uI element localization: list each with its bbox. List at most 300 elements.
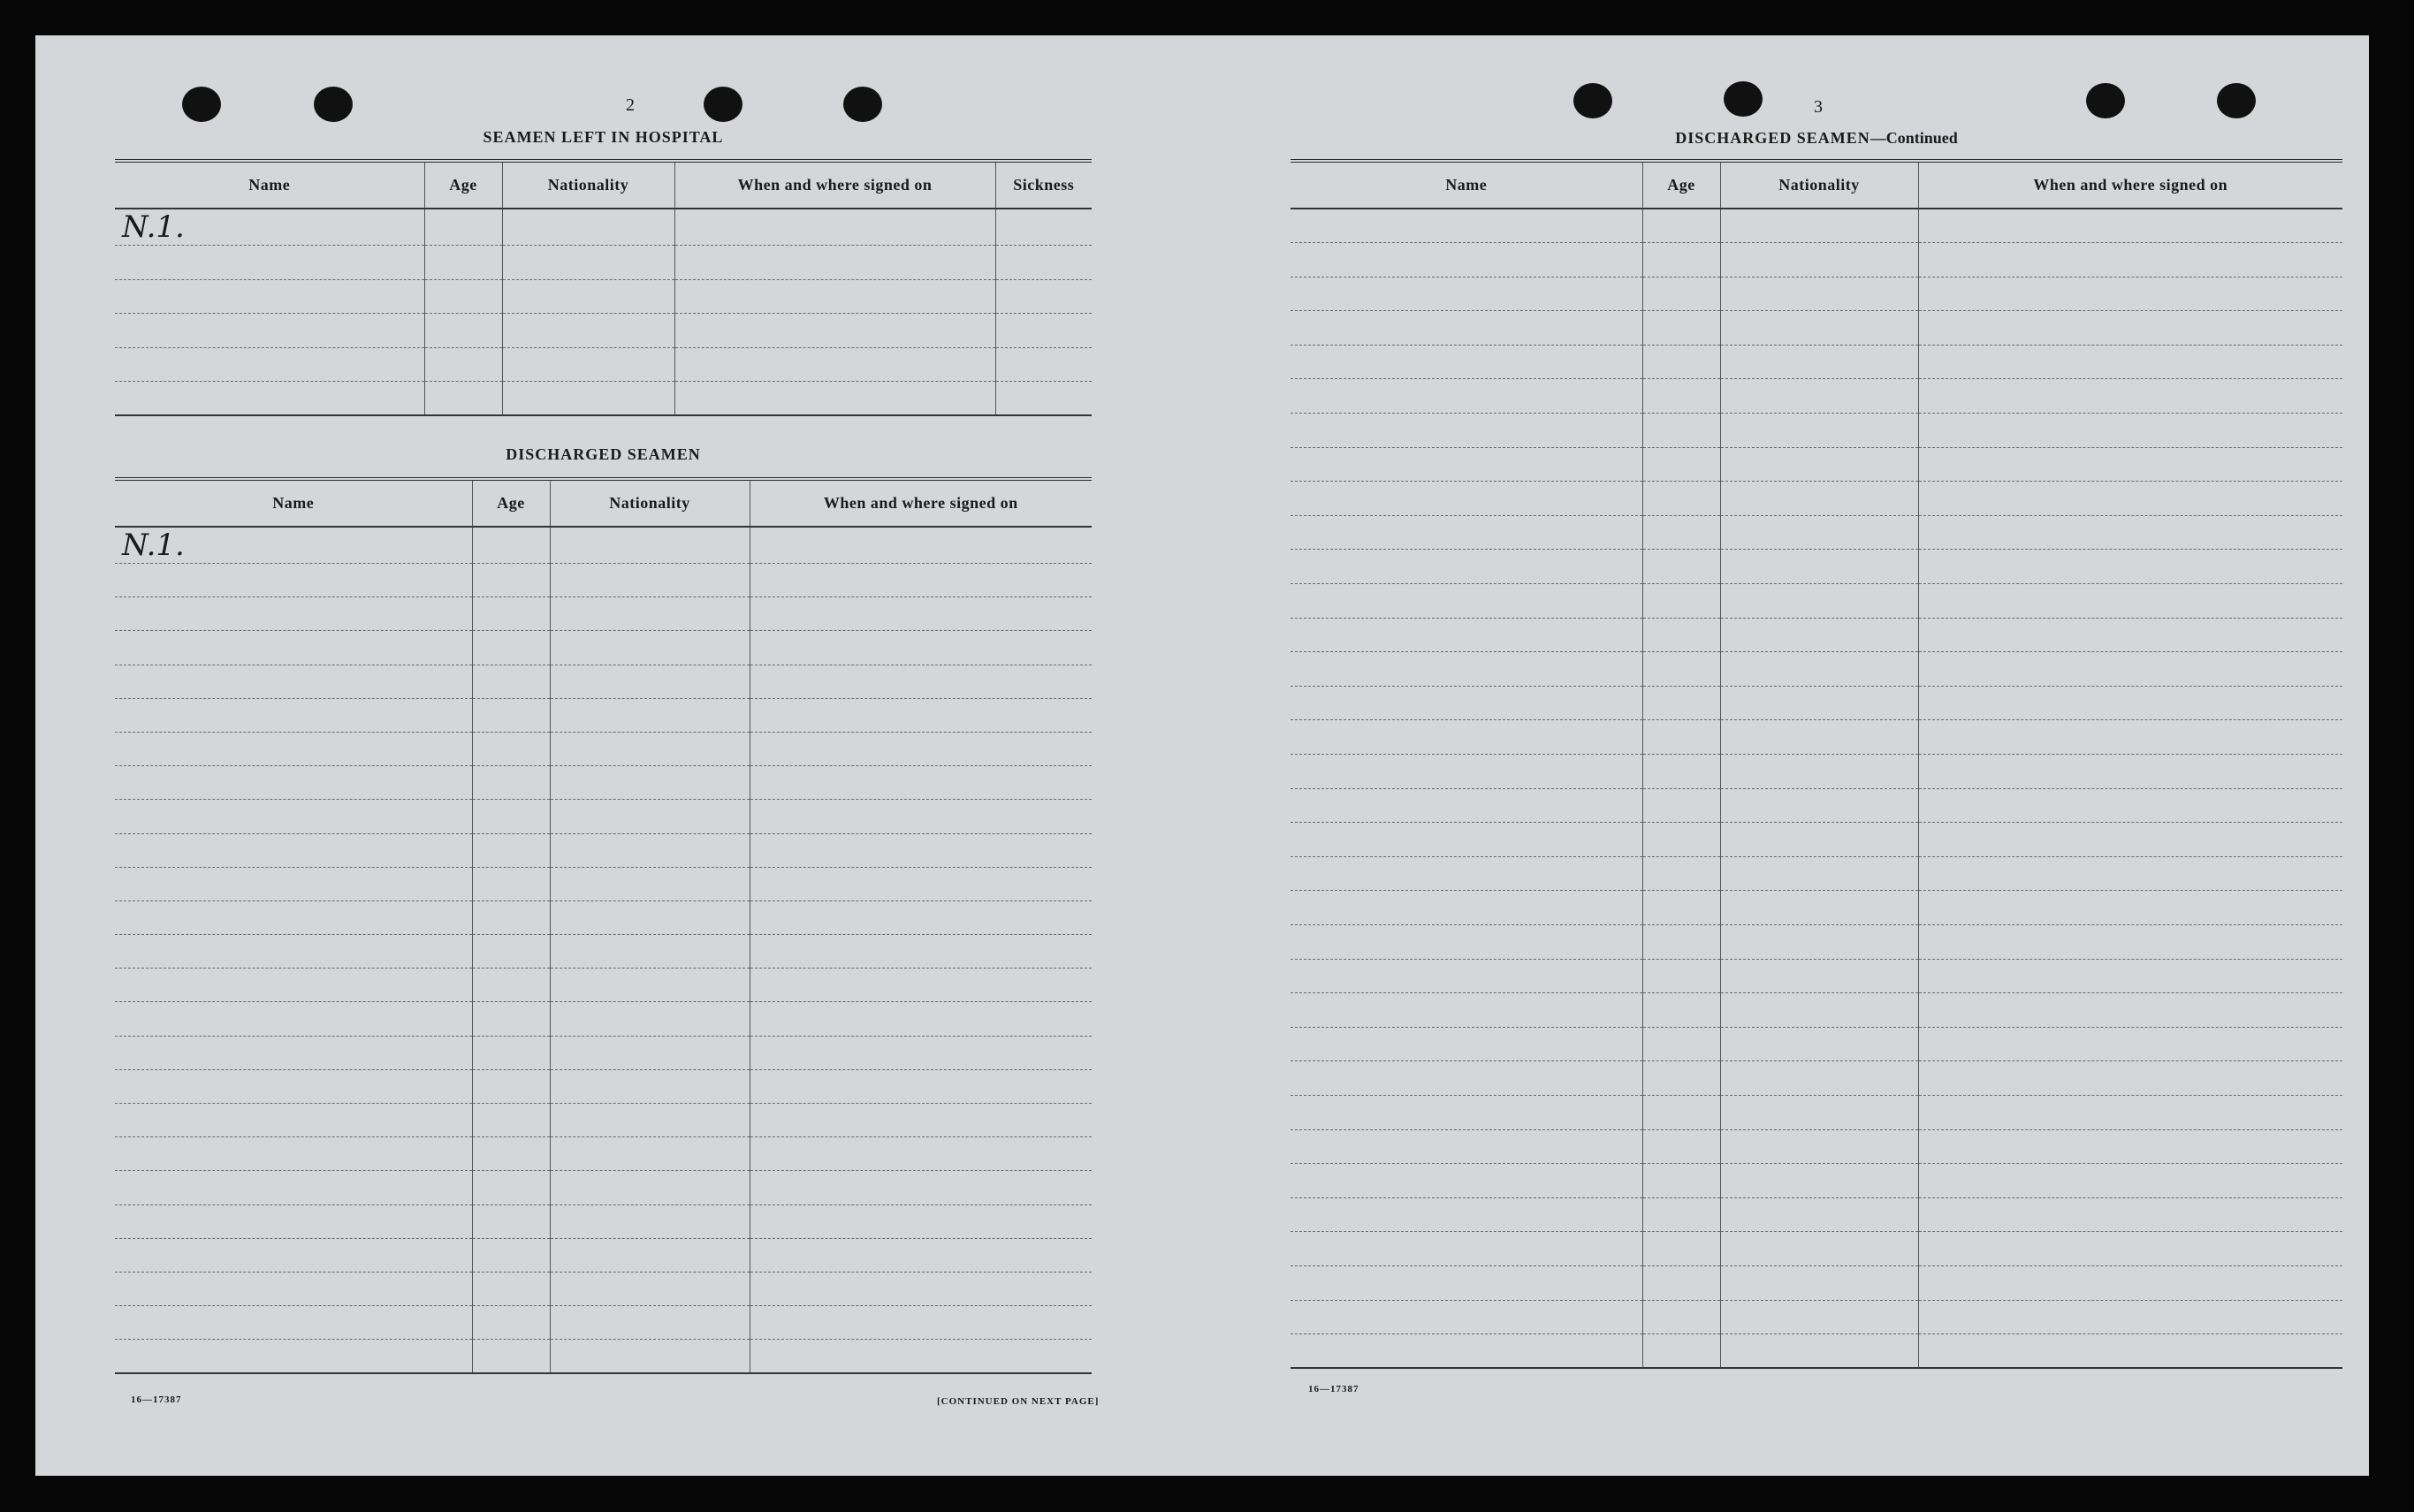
table-row [1291, 959, 2342, 993]
cell-age [1642, 550, 1720, 584]
table-row [1291, 1334, 2342, 1369]
cell-name [1291, 755, 1642, 789]
cell-age [1642, 447, 1720, 482]
cell-nationality [1720, 414, 1918, 448]
cell-age [472, 1340, 550, 1373]
table-row [115, 698, 1092, 732]
cell-age [1642, 959, 1720, 993]
cell-name [1291, 618, 1642, 652]
cell-name [115, 1171, 472, 1204]
cell-when-and-where-signed-on [750, 1002, 1092, 1036]
cell-age [472, 1104, 550, 1137]
table-row [1291, 1095, 2342, 1129]
cell-age [472, 900, 550, 934]
table-row [1291, 584, 2342, 619]
cell-name [115, 1137, 472, 1171]
cell-when-and-where-signed-on [750, 1171, 1092, 1204]
cell-name [1291, 993, 1642, 1028]
cell-name [1291, 686, 1642, 720]
table-row [1291, 788, 2342, 823]
table-row [115, 246, 1092, 280]
cell-name [115, 246, 424, 280]
table-row [1291, 550, 2342, 584]
cell-nationality [550, 1002, 750, 1036]
cell-name [115, 1104, 472, 1137]
table-row [1291, 891, 2342, 925]
cell-nationality [1720, 1265, 1918, 1300]
cell-sickness [995, 246, 1092, 280]
cell-nationality [502, 347, 674, 382]
table-row [115, 564, 1092, 597]
cell-nationality [550, 665, 750, 698]
cell-age [1642, 1197, 1720, 1232]
cell-nationality [550, 564, 750, 597]
cell-when-and-where-signed-on [674, 382, 995, 416]
cell-nationality [550, 698, 750, 732]
cell-when-and-where-signed-on [1918, 720, 2342, 755]
cell-name [115, 1238, 472, 1272]
cell-when-and-where-signed-on [1918, 823, 2342, 857]
table-row [115, 732, 1092, 765]
cell-when-and-where-signed-on [1918, 550, 2342, 584]
cell-sickness [995, 347, 1092, 382]
table-row [115, 1104, 1092, 1137]
cell-age [1642, 277, 1720, 311]
table-row [115, 867, 1092, 900]
cell-when-and-where-signed-on [674, 314, 995, 348]
table-row [115, 1272, 1092, 1305]
table-row [1291, 1197, 2342, 1232]
column-header-nationality: Nationality [1720, 161, 1918, 209]
punch-hole [843, 87, 882, 122]
cell-when-and-where-signed-on [1918, 311, 2342, 346]
cell-when-and-where-signed-on [750, 1340, 1092, 1373]
table-row [115, 766, 1092, 800]
cell-when-and-where-signed-on [750, 631, 1092, 665]
cell-when-and-where-signed-on [750, 935, 1092, 969]
cell-when-and-where-signed-on [1918, 515, 2342, 550]
cell-name [1291, 959, 1642, 993]
cell-age [472, 564, 550, 597]
cell-when-and-where-signed-on [1918, 959, 2342, 993]
cell-sickness [995, 382, 1092, 416]
cell-nationality [1720, 686, 1918, 720]
table-row [1291, 243, 2342, 277]
cell-age [1642, 618, 1720, 652]
cell-name [1291, 1300, 1642, 1334]
hospital-section-title: SEAMEN LEFT IN HOSPITAL [483, 128, 724, 146]
form-code-left: 16—17387 [131, 1394, 182, 1405]
cell-when-and-where-signed-on [750, 564, 1092, 597]
cell-age [424, 279, 502, 314]
cell-nationality [1720, 823, 1918, 857]
cell-when-and-where-signed-on [1918, 414, 2342, 448]
cell-nationality [550, 1272, 750, 1305]
cell-age [1642, 1164, 1720, 1198]
cell-when-and-where-signed-on [1918, 379, 2342, 414]
cell-nationality [550, 867, 750, 900]
cell-nationality [1720, 856, 1918, 891]
cell-name [1291, 856, 1642, 891]
cell-nationality [1720, 311, 1918, 346]
cell-nationality [1720, 447, 1918, 482]
column-header-when-and-where-signed-on: When and where signed on [1918, 161, 2342, 209]
cell-age [424, 209, 502, 246]
cell-nationality [502, 382, 674, 416]
cell-when-and-where-signed-on [1918, 447, 2342, 482]
cell-sickness [995, 314, 1092, 348]
cell-name [115, 833, 472, 867]
cell-nationality [1720, 379, 1918, 414]
table-row [1291, 652, 2342, 687]
table-row [1291, 379, 2342, 414]
cell-name [115, 1272, 472, 1305]
cell-when-and-where-signed-on [674, 347, 995, 382]
cell-name [115, 867, 472, 900]
cell-nationality [550, 969, 750, 1002]
continued-discharged-table [1291, 159, 2342, 1369]
cell-when-and-where-signed-on [750, 969, 1092, 1002]
cell-name [1291, 1129, 1642, 1164]
cell-age [472, 1137, 550, 1171]
cell-nationality [550, 900, 750, 934]
cell-age [472, 969, 550, 1002]
cell-name [1291, 209, 1642, 243]
cell-nationality [1720, 1232, 1918, 1266]
cell-nationality [1720, 788, 1918, 823]
table-row [115, 665, 1092, 698]
cell-nationality [1720, 618, 1918, 652]
cell-nationality [550, 1104, 750, 1137]
cell-name [115, 1036, 472, 1069]
cell-name [115, 564, 472, 597]
cell-name [115, 969, 472, 1002]
punch-hole [704, 87, 742, 122]
cell-name [1291, 720, 1642, 755]
column-header-name: Name [115, 479, 472, 527]
cell-nationality [502, 246, 674, 280]
cell-age [1642, 1027, 1720, 1061]
cell-name [1291, 482, 1642, 516]
cell-nationality [550, 597, 750, 631]
table-row [1291, 515, 2342, 550]
cell-age [472, 1204, 550, 1238]
cell-age [1642, 720, 1720, 755]
cell-name [115, 279, 424, 314]
cell-when-and-where-signed-on [1918, 1232, 2342, 1266]
continued-note: [CONTINUED ON NEXT PAGE] [937, 1396, 1100, 1407]
cell-when-and-where-signed-on [1918, 1061, 2342, 1096]
cell-age [1642, 584, 1720, 619]
cell-age [1642, 993, 1720, 1028]
cell-when-and-where-signed-on [1918, 277, 2342, 311]
cell-name [1291, 1334, 1642, 1369]
punch-hole [1573, 83, 1612, 118]
cell-when-and-where-signed-on [750, 867, 1092, 900]
cell-when-and-where-signed-on [1918, 1164, 2342, 1198]
cell-age [1642, 311, 1720, 346]
cell-nationality [1720, 720, 1918, 755]
cell-name [1291, 823, 1642, 857]
cell-age [1642, 1334, 1720, 1369]
cell-sickness [995, 279, 1092, 314]
cell-when-and-where-signed-on [674, 279, 995, 314]
cell-when-and-where-signed-on [1918, 856, 2342, 891]
cell-when-and-where-signed-on [1918, 686, 2342, 720]
cell-nationality [550, 1036, 750, 1069]
cell-name [1291, 652, 1642, 687]
cell-age [472, 597, 550, 631]
table-row [115, 279, 1092, 314]
cell-age [1642, 823, 1720, 857]
cell-name [115, 1340, 472, 1373]
cell-name [115, 800, 472, 833]
cell-age [1642, 1129, 1720, 1164]
cell-name [1291, 1232, 1642, 1266]
table-row [115, 1002, 1092, 1036]
cell-when-and-where-signed-on [750, 800, 1092, 833]
cell-name [115, 314, 424, 348]
table-row [1291, 1164, 2342, 1198]
cell-age [472, 1272, 550, 1305]
table-row [1291, 447, 2342, 482]
cell-name [1291, 1061, 1642, 1096]
cell-name [115, 1204, 472, 1238]
form-code-right: 16—17387 [1308, 1384, 1359, 1394]
cell-name [1291, 584, 1642, 619]
cell-age [424, 347, 502, 382]
cell-age [1642, 686, 1720, 720]
cell-age [424, 382, 502, 416]
cell-nationality [550, 766, 750, 800]
cell-when-and-where-signed-on [1918, 618, 2342, 652]
cell-age [472, 1002, 550, 1036]
cell-nationality [550, 1204, 750, 1238]
table-row [115, 1204, 1092, 1238]
cell-nationality [1720, 209, 1918, 243]
table-row [1291, 209, 2342, 243]
cell-nationality [1720, 891, 1918, 925]
table-row [115, 631, 1092, 665]
cell-age [1642, 924, 1720, 959]
page-number-right: 3 [1814, 97, 1823, 117]
cell-name [1291, 345, 1642, 379]
cell-name [1291, 1027, 1642, 1061]
cell-when-and-where-signed-on [750, 665, 1092, 698]
table-row [1291, 755, 2342, 789]
table-row [1291, 414, 2342, 448]
cell-age [1642, 1300, 1720, 1334]
cell-when-and-where-signed-on [1918, 1197, 2342, 1232]
cell-nationality [1720, 1027, 1918, 1061]
discharged-table [115, 477, 1092, 1374]
cell-nationality [1720, 1164, 1918, 1198]
cell-when-and-where-signed-on [1918, 891, 2342, 925]
cell-age [1642, 379, 1720, 414]
table-row [115, 314, 1092, 348]
cell-when-and-where-signed-on [1918, 243, 2342, 277]
cell-when-and-where-signed-on [1918, 924, 2342, 959]
cell-age [472, 1171, 550, 1204]
cell-nationality [1720, 924, 1918, 959]
cell-name [115, 631, 472, 665]
table-row [1291, 618, 2342, 652]
continued-section-title [1291, 129, 2342, 148]
table-row [1291, 1129, 2342, 1164]
cell-nationality [1720, 1129, 1918, 1164]
cell-nationality [1720, 1095, 1918, 1129]
cell-when-and-where-signed-on [674, 209, 995, 246]
cell-when-and-where-signed-on [674, 246, 995, 280]
cell-when-and-where-signed-on [750, 698, 1092, 732]
table-row [1291, 1265, 2342, 1300]
cell-when-and-where-signed-on [1918, 1027, 2342, 1061]
table-row [1291, 823, 2342, 857]
column-header-when-and-where-signed-on: When and where signed on [750, 479, 1092, 527]
cell-nationality [1720, 277, 1918, 311]
cell-age [1642, 1265, 1720, 1300]
cell-age [1642, 788, 1720, 823]
column-header-age: Age [472, 479, 550, 527]
cell-name [1291, 447, 1642, 482]
column-header-nationality: Nationality [502, 161, 674, 209]
punch-hole [2217, 83, 2256, 118]
cell-nationality [1720, 584, 1918, 619]
cell-nationality [1720, 959, 1918, 993]
cell-name [115, 732, 472, 765]
cell-name [1291, 515, 1642, 550]
cell-age [472, 698, 550, 732]
punch-hole [2086, 83, 2125, 118]
cell-when-and-where-signed-on [1918, 482, 2342, 516]
cell-name: N.1. [115, 209, 424, 246]
cell-name [1291, 277, 1642, 311]
cell-when-and-where-signed-on [1918, 1129, 2342, 1164]
cell-age [1642, 891, 1720, 925]
cell-when-and-where-signed-on [1918, 652, 2342, 687]
continued-section-title-main: DISCHARGED SEAMEN [1675, 129, 1870, 147]
cell-age [1642, 1232, 1720, 1266]
cell-name [115, 698, 472, 732]
cell-when-and-where-signed-on [750, 833, 1092, 867]
cell-name [1291, 1265, 1642, 1300]
table-row [115, 1069, 1092, 1103]
table-row [115, 800, 1092, 833]
cell-nationality [1720, 652, 1918, 687]
cell-nationality [1720, 1197, 1918, 1232]
document-sheet [35, 35, 2369, 1476]
cell-when-and-where-signed-on [750, 766, 1092, 800]
table-row [1291, 686, 2342, 720]
cell-name [115, 1002, 472, 1036]
table-row [115, 1306, 1092, 1340]
cell-nationality [550, 1171, 750, 1204]
cell-age [472, 833, 550, 867]
table-row [115, 527, 1092, 564]
column-header-name: Name [115, 161, 424, 209]
cell-when-and-where-signed-on [1918, 1265, 2342, 1300]
cell-when-and-where-signed-on [1918, 1300, 2342, 1334]
cell-age [1642, 515, 1720, 550]
table-row [115, 209, 1092, 246]
table-row [1291, 1061, 2342, 1096]
cell-age [472, 1036, 550, 1069]
column-header-sickness: Sickness [995, 161, 1092, 209]
cell-name [115, 665, 472, 698]
cell-nationality [1720, 550, 1918, 584]
cell-when-and-where-signed-on [750, 1272, 1092, 1305]
cell-when-and-where-signed-on [750, 1204, 1092, 1238]
table-row [1291, 856, 2342, 891]
cell-when-and-where-signed-on [750, 1069, 1092, 1103]
cell-nationality [1720, 1300, 1918, 1334]
table-row [1291, 311, 2342, 346]
hospital-table [115, 159, 1092, 416]
cell-age [424, 314, 502, 348]
cell-name [1291, 1095, 1642, 1129]
cell-age [472, 1306, 550, 1340]
cell-age [1642, 209, 1720, 243]
punch-hole [182, 87, 221, 122]
cell-nationality [1720, 243, 1918, 277]
table-row [1291, 482, 2342, 516]
table-row [1291, 1300, 2342, 1334]
table-row [115, 969, 1092, 1002]
cell-age [1642, 1095, 1720, 1129]
cell-name [115, 1069, 472, 1103]
cell-name [1291, 311, 1642, 346]
cell-age [1642, 755, 1720, 789]
cell-age [1642, 482, 1720, 516]
cell-name [1291, 788, 1642, 823]
cell-name: N.1. [115, 527, 472, 564]
punch-hole [314, 87, 353, 122]
table-row [115, 1340, 1092, 1373]
table-row [115, 347, 1092, 382]
cell-nationality [502, 209, 674, 246]
cell-nationality [1720, 993, 1918, 1028]
table-row [115, 597, 1092, 631]
cell-name [1291, 243, 1642, 277]
cell-age [472, 1238, 550, 1272]
cell-nationality [550, 935, 750, 969]
cell-name [115, 1306, 472, 1340]
cell-nationality [1720, 1334, 1918, 1369]
column-header-when-and-where-signed-on: When and where signed on [674, 161, 995, 209]
cell-nationality [502, 279, 674, 314]
table-row [1291, 1027, 2342, 1061]
table-row [1291, 345, 2342, 379]
cell-when-and-where-signed-on [1918, 993, 2342, 1028]
table-row [1291, 993, 2342, 1028]
cell-when-and-where-signed-on [750, 1104, 1092, 1137]
table-row [115, 1171, 1092, 1204]
table-row [115, 935, 1092, 969]
cell-nationality [550, 1306, 750, 1340]
cell-when-and-where-signed-on [1918, 755, 2342, 789]
cell-nationality [550, 631, 750, 665]
cell-when-and-where-signed-on [1918, 345, 2342, 379]
cell-name [115, 347, 424, 382]
cell-age [472, 935, 550, 969]
cell-name [115, 766, 472, 800]
cell-name [115, 900, 472, 934]
table-row [1291, 720, 2342, 755]
cell-when-and-where-signed-on [1918, 1095, 2342, 1129]
cell-age [472, 867, 550, 900]
cell-name [1291, 891, 1642, 925]
table-row [1291, 277, 2342, 311]
